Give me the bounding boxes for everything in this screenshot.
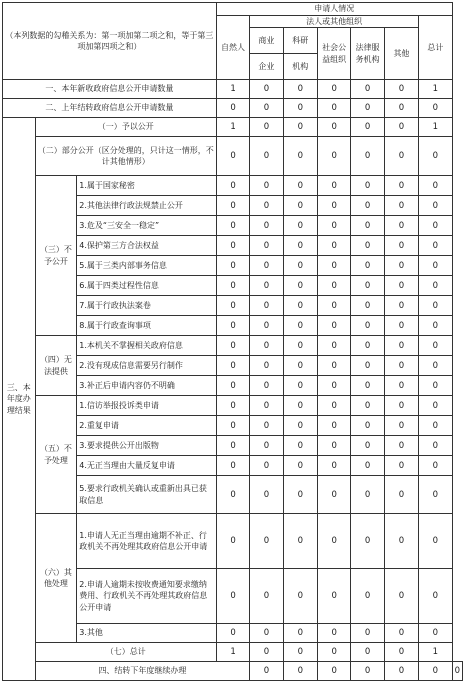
cell-legal-service: 0 — [351, 256, 384, 276]
cell-research: 0 — [283, 376, 317, 396]
cell-other: 0 — [384, 476, 418, 514]
legal-group-header: 法人或其他组织 — [250, 15, 419, 28]
cell-other: 0 — [384, 336, 418, 356]
section3-label: 三、本年度办理结果 — [3, 118, 36, 681]
row-label: 4.无正当理由大量反复申请 — [77, 456, 217, 476]
row-label: 1.本机关不掌握相关政府信息 — [77, 336, 217, 356]
cell-social-welfare: 0 — [317, 99, 350, 118]
cell-natural-person: 0 — [216, 216, 249, 236]
cell-commercial: 0 — [250, 396, 283, 416]
cell-legal-service: 0 — [351, 456, 384, 476]
cell-legal-service: 0 — [351, 276, 384, 296]
cell-legal-service: 0 — [351, 624, 384, 643]
table-row — [3, 99, 463, 118]
cell-commercial: 0 — [250, 436, 283, 456]
row-label: 1.属于国家秘密 — [77, 176, 217, 196]
row-label: 四、结转下年度继续办理 — [35, 662, 250, 681]
cell-commercial: 0 — [250, 416, 283, 436]
cell-natural-person: 0 — [216, 196, 249, 216]
cell-legal-service: 0 — [351, 80, 384, 99]
cell-social-welfare: 0 — [317, 196, 350, 216]
cell-research: 0 — [283, 236, 317, 256]
row-label: 一、本年新收政府信息公开申请数量 — [3, 80, 217, 99]
cell-other: 0 — [384, 436, 418, 456]
cell-natural-person: 0 — [216, 569, 249, 624]
cell-commercial: 0 — [250, 276, 283, 296]
cell-social-welfare: 0 — [317, 436, 350, 456]
cell-total: 0 — [419, 256, 452, 276]
cannot-provide-group-label: （四）无法提供 — [35, 336, 77, 396]
cell-other: 0 — [384, 176, 418, 196]
row-label: 8.属于行政查询事项 — [77, 316, 217, 336]
cell-other: 0 — [384, 624, 418, 643]
table-row — [3, 137, 463, 176]
table-row — [3, 396, 463, 416]
cell-commercial: 0 — [250, 118, 283, 137]
cell-social-welfare: 0 — [317, 118, 350, 137]
cell-natural-person: 0 — [216, 624, 249, 643]
cell-total: 1 — [419, 118, 452, 137]
cell-total: 0 — [452, 662, 462, 681]
cell-natural-person: 0 — [216, 514, 249, 569]
row-label: 2.重复申请 — [77, 416, 217, 436]
cell-commercial: 0 — [250, 137, 283, 176]
cell-total: 0 — [419, 176, 452, 196]
cell-research: 0 — [283, 80, 317, 99]
cell-commercial: 0 — [250, 336, 283, 356]
cell-total: 0 — [419, 236, 452, 256]
cell-legal-service: 0 — [351, 356, 384, 376]
cell-commercial: 0 — [250, 99, 283, 118]
cell-social-welfare: 0 — [317, 416, 350, 436]
cell-research: 0 — [283, 99, 317, 118]
cell-total: 1 — [419, 643, 452, 662]
cell-legal-service: 0 — [351, 376, 384, 396]
cell-research: 0 — [283, 336, 317, 356]
cell-legal-service: 0 — [351, 436, 384, 456]
cell-natural-person: 0 — [216, 256, 249, 276]
cell-legal-service: 0 — [351, 569, 384, 624]
not-public-group-label: （三）不予公开 — [35, 176, 77, 336]
cell-total: 0 — [419, 376, 452, 396]
cell-other: 0 — [419, 662, 452, 681]
row-label: 2.其他法律行政法规禁止公开 — [77, 196, 217, 216]
table-row — [3, 336, 463, 356]
row-label: 7.属于行政执法案卷 — [77, 296, 217, 316]
natural-person-header: 自然人 — [216, 15, 249, 80]
cell-total: 0 — [419, 514, 452, 569]
cell-other: 0 — [384, 196, 418, 216]
cell-research: 0 — [283, 396, 317, 416]
research-header: 科研 — [283, 28, 317, 54]
table-row — [3, 118, 463, 137]
cell-total: 0 — [419, 216, 452, 236]
cell-total: 0 — [419, 196, 452, 216]
table-row — [3, 514, 463, 569]
other-header: 其他 — [384, 28, 418, 80]
cell-research: 0 — [283, 456, 317, 476]
cell-research: 0 — [283, 643, 317, 662]
cell-research: 0 — [283, 137, 317, 176]
applicant-group-header: 申请人情况 — [216, 3, 452, 16]
cell-social-welfare: 0 — [317, 356, 350, 376]
cell-natural-person: 0 — [216, 236, 249, 256]
table-row — [3, 662, 463, 681]
cell-other: 0 — [384, 356, 418, 376]
cell-legal-service: 0 — [351, 216, 384, 236]
cell-total: 0 — [419, 336, 452, 356]
cell-legal-service: 0 — [351, 514, 384, 569]
cell-social-welfare: 0 — [317, 624, 350, 643]
cell-legal-service: 0 — [351, 296, 384, 316]
cell-legal-service: 0 — [351, 137, 384, 176]
cell-natural-person: 1 — [216, 80, 249, 99]
row-label: （二）部分公开（区分处理的，只计这一情形，不计其他情形） — [35, 137, 216, 176]
cell-research: 0 — [283, 176, 317, 196]
cell-research: 0 — [283, 256, 317, 276]
cell-other: 0 — [384, 316, 418, 336]
cell-research: 0 — [283, 316, 317, 336]
cell-legal-service: 0 — [351, 196, 384, 216]
cell-other: 0 — [384, 514, 418, 569]
cell-legal-service: 0 — [351, 396, 384, 416]
row-label: 3.要求提供公开出版物 — [77, 436, 217, 456]
cell-legal-service: 0 — [351, 476, 384, 514]
cell-commercial: 0 — [250, 514, 283, 569]
cell-other: 0 — [384, 296, 418, 316]
cell-legal-service: 0 — [351, 336, 384, 356]
not-handle-group-label: （五）不予处理 — [35, 396, 77, 514]
cell-legal-service: 0 — [351, 176, 384, 196]
row-label: 3.危及“三安全一稳定” — [77, 216, 217, 236]
cell-natural-person: 0 — [216, 276, 249, 296]
row-label: 4.保护第三方合法权益 — [77, 236, 217, 256]
cell-social-welfare: 0 — [317, 569, 350, 624]
cell-commercial: 0 — [250, 624, 283, 643]
disclosure-stats-table — [2, 2, 463, 681]
row-label: 6.属于四类过程性信息 — [77, 276, 217, 296]
cell-natural-person: 1 — [216, 118, 249, 137]
cell-other: 0 — [384, 276, 418, 296]
cell-natural-person: 0 — [216, 336, 249, 356]
other-handle-group-label: （六）其他处理 — [35, 514, 77, 643]
cell-other: 0 — [384, 236, 418, 256]
cell-commercial: 0 — [250, 256, 283, 276]
cell-social-welfare: 0 — [317, 456, 350, 476]
cell-social-welfare: 0 — [317, 137, 350, 176]
row-label: 2.申请人逾期未按收费通知要求缴纳费用、行政机关不再处理其政府信息公开申请 — [77, 569, 217, 624]
cell-total: 0 — [419, 476, 452, 514]
cell-social-welfare: 0 — [317, 256, 350, 276]
row-label: （一）予以公开 — [35, 118, 216, 137]
cell-total: 0 — [419, 316, 452, 336]
cell-commercial: 0 — [250, 80, 283, 99]
cell-research: 0 — [283, 118, 317, 137]
cell-commercial: 0 — [250, 316, 283, 336]
cell-legal-service: 0 — [351, 118, 384, 137]
row-label: 3.补正后申请内容仍不明确 — [77, 376, 217, 396]
cell-other: 0 — [384, 456, 418, 476]
table-row — [3, 80, 463, 99]
cell-research: 0 — [283, 356, 317, 376]
cell-social-welfare: 0 — [317, 276, 350, 296]
cell-commercial: 0 — [250, 216, 283, 236]
cell-other: 0 — [384, 376, 418, 396]
cell-research: 0 — [283, 196, 317, 216]
social-welfare-header: 社会公益组织 — [317, 28, 350, 80]
row-label: 二、上年结转政府信息公开申请数量 — [3, 99, 217, 118]
cell-legal-service: 0 — [351, 316, 384, 336]
cell-commercial: 0 — [250, 296, 283, 316]
cell-natural-person: 0 — [216, 396, 249, 416]
cell-research: 0 — [283, 216, 317, 236]
cell-commercial: 0 — [250, 376, 283, 396]
cell-other: 0 — [384, 416, 418, 436]
cell-other: 0 — [384, 256, 418, 276]
cell-other: 0 — [384, 80, 418, 99]
cell-natural-person: 0 — [216, 316, 249, 336]
cell-natural-person: 0 — [216, 99, 249, 118]
cell-natural-person: 0 — [216, 296, 249, 316]
cell-other: 0 — [384, 137, 418, 176]
table-row — [3, 176, 463, 196]
cell-natural-person: 0 — [216, 176, 249, 196]
header-note-cell — [3, 3, 217, 80]
cell-commercial: 0 — [250, 569, 283, 624]
cell-social-welfare: 0 — [317, 643, 350, 662]
cell-total: 1 — [419, 80, 452, 99]
cell-natural-person: 1 — [216, 643, 249, 662]
cell-commercial: 0 — [250, 476, 283, 514]
cell-research: 0 — [283, 436, 317, 456]
cell-natural-person: 0 — [216, 476, 249, 514]
cell-other: 0 — [384, 99, 418, 118]
cell-research: 0 — [283, 514, 317, 569]
cell-total: 0 — [419, 356, 452, 376]
header-note: （本列数据的勾稽关系为：第一项加第二项之和，等于第三项加第四项之和） — [5, 30, 214, 52]
cell-research: 0 — [283, 276, 317, 296]
cell-research: 0 — [317, 662, 350, 681]
cell-total: 0 — [419, 456, 452, 476]
cell-total: 0 — [419, 624, 452, 643]
cell-commercial: 0 — [250, 196, 283, 216]
cell-legal-service: 0 — [384, 662, 418, 681]
cell-research: 0 — [283, 624, 317, 643]
cell-social-welfare: 0 — [317, 236, 350, 256]
row-label: 5.属于三类内部事务信息 — [77, 256, 217, 276]
row-label: 2.没有现成信息需要另行制作 — [77, 356, 217, 376]
row-label: 3.其他 — [77, 624, 217, 643]
cell-total: 0 — [419, 296, 452, 316]
cell-other: 0 — [384, 118, 418, 137]
cell-other: 0 — [384, 216, 418, 236]
cell-total: 0 — [419, 276, 452, 296]
cell-social-welfare: 0 — [317, 476, 350, 514]
row-label: （七）总计 — [35, 643, 216, 662]
cell-other: 0 — [384, 569, 418, 624]
cell-social-welfare: 0 — [317, 296, 350, 316]
cell-legal-service: 0 — [351, 99, 384, 118]
cell-natural-person: 0 — [216, 456, 249, 476]
table-row — [3, 643, 463, 662]
cell-research: 0 — [283, 416, 317, 436]
cell-total: 0 — [419, 436, 452, 456]
legal-service-header: 法律服务机构 — [351, 28, 384, 80]
cell-research: 0 — [283, 296, 317, 316]
cell-natural-person: 0 — [250, 662, 283, 681]
cell-social-welfare: 0 — [351, 662, 384, 681]
cell-natural-person: 0 — [216, 376, 249, 396]
commercial-header: 商业 — [250, 28, 283, 54]
institution-header: 机构 — [283, 54, 317, 80]
row-label: 5.要求行政机关确认或重新出具已获取信息 — [77, 476, 217, 514]
cell-legal-service: 0 — [351, 236, 384, 256]
row-label: 1.信访举报投诉类申请 — [77, 396, 217, 416]
cell-total: 0 — [419, 396, 452, 416]
cell-commercial: 0 — [250, 236, 283, 256]
cell-research: 0 — [283, 476, 317, 514]
cell-social-welfare: 0 — [317, 176, 350, 196]
cell-natural-person: 0 — [216, 356, 249, 376]
cell-commercial: 0 — [283, 662, 317, 681]
cell-natural-person: 0 — [216, 416, 249, 436]
cell-research: 0 — [283, 569, 317, 624]
cell-social-welfare: 0 — [317, 216, 350, 236]
row-label: 1.申请人无正当理由逾期不补正、行政机关不再处理其政府信息公开申请 — [77, 514, 217, 569]
enterprise-header: 企业 — [250, 54, 283, 80]
cell-social-welfare: 0 — [317, 80, 350, 99]
cell-total: 0 — [419, 137, 452, 176]
cell-natural-person: 0 — [216, 436, 249, 456]
cell-legal-service: 0 — [351, 416, 384, 436]
cell-social-welfare: 0 — [317, 514, 350, 569]
cell-social-welfare: 0 — [317, 336, 350, 356]
cell-commercial: 0 — [250, 456, 283, 476]
cell-other: 0 — [384, 643, 418, 662]
cell-natural-person: 0 — [216, 137, 249, 176]
cell-total: 0 — [419, 99, 452, 118]
total-header: 总计 — [419, 15, 452, 80]
cell-total: 0 — [419, 416, 452, 436]
cell-social-welfare: 0 — [317, 376, 350, 396]
cell-legal-service: 0 — [351, 643, 384, 662]
cell-other: 0 — [384, 396, 418, 416]
cell-commercial: 0 — [250, 356, 283, 376]
cell-total: 0 — [419, 569, 452, 624]
cell-social-welfare: 0 — [317, 396, 350, 416]
cell-commercial: 0 — [250, 176, 283, 196]
cell-social-welfare: 0 — [317, 316, 350, 336]
cell-commercial: 0 — [250, 643, 283, 662]
